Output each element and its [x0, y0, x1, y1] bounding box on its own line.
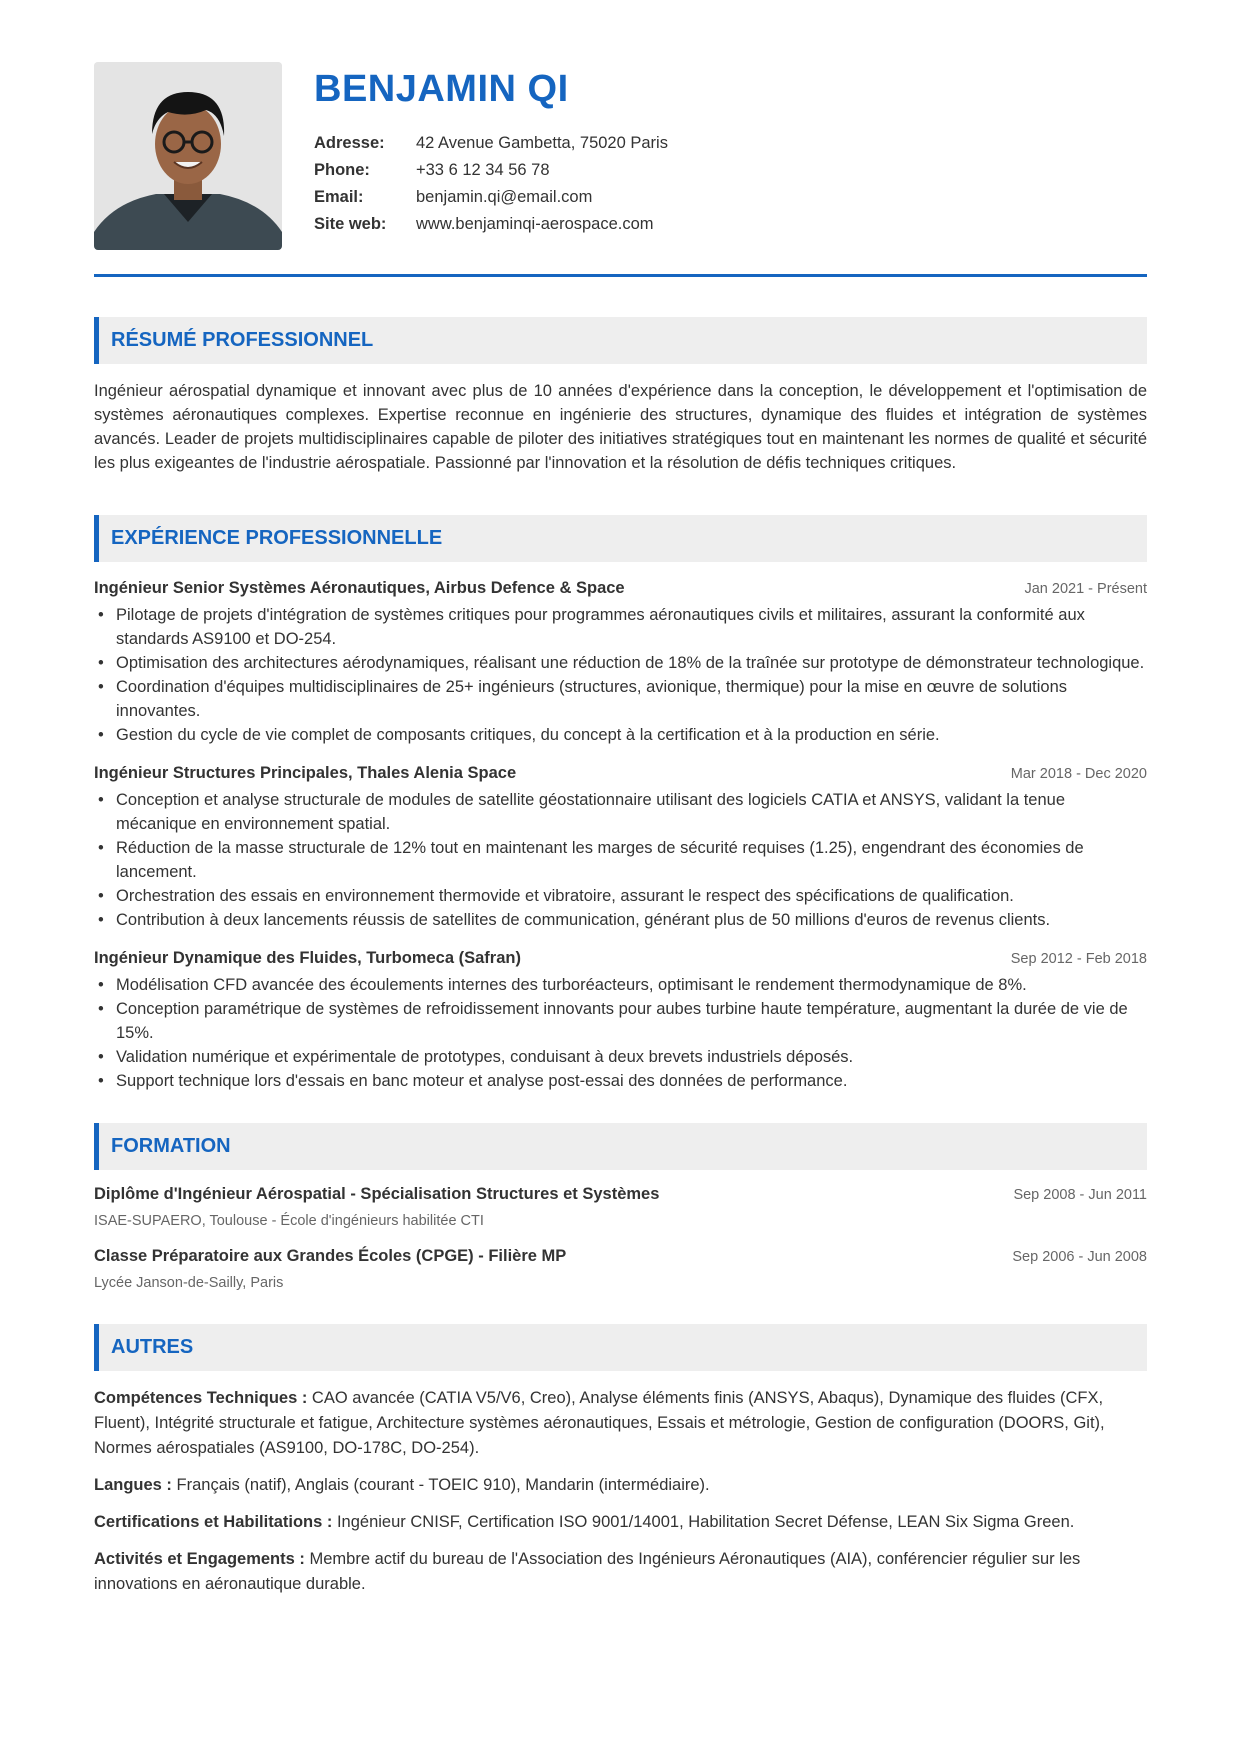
education-item	[94, 1244, 1147, 1294]
job-bullet: • Support technique lors d'essais en banc moteur et analyse post-essai des données de performance.	[94, 1069, 1147, 1093]
contact-row-website	[314, 211, 668, 238]
education-school: ISAE-SUPAERO, Toulouse - École d'ingénieurs habilitée CTI	[94, 1213, 484, 1229]
section-title-experience: EXPÉRIENCE PROFESSIONNELLE	[94, 515, 1147, 562]
job-bullet: • Conception paramétrique de systèmes de refroidissement innovants pour aubes turbine haute température, augmentant la durée de vie de 15%.	[94, 997, 1147, 1045]
contact-row-email	[314, 184, 668, 211]
education-header	[94, 1182, 1147, 1207]
education-title: Diplôme d'Ingénieur Aérospatial - Spécialisation Structures et Systèmes	[94, 1185, 660, 1203]
profile-photo-image	[94, 62, 282, 250]
job-title: Ingénieur Senior Systèmes Aéronautiques, Airbus Defence & Space	[94, 579, 625, 597]
other-text: Français (natif), Anglais (courant - TOEIC 910), Mandarin (intermédiaire).	[176, 1476, 710, 1494]
section-title-others: AUTRES	[94, 1324, 1147, 1371]
profile-photo	[94, 62, 282, 250]
candidate-name: BENJAMIN QI	[314, 68, 569, 110]
education-item	[94, 1182, 1147, 1232]
contact-row-phone	[314, 157, 668, 184]
section-title-summary: RÉSUMÉ PROFESSIONNEL	[94, 317, 1147, 364]
job-date: Jan 2021 - Présent	[1024, 581, 1147, 597]
job-bullet: • Conception et analyse structurale de modules de satellite géostationnaire utilisant des logiciels CATIA et ANSYS, validant la tenue mécanique en environnement spatial.	[94, 788, 1147, 836]
other-certifications	[94, 1510, 1147, 1535]
job-bullet: • Modélisation CFD avancée des écoulements internes des turboréacteurs, optimisant le rendement thermodynamique de 8%.	[94, 973, 1147, 997]
contact-value: www.benjaminqi-aerospace.com	[416, 215, 654, 233]
job-bullets	[94, 788, 1147, 932]
other-text: Ingénieur CNISF, Certification ISO 9001/14001, Habilitation Secret Défense, LEAN Six Sigma Green.	[336, 1513, 1075, 1531]
experience-item	[94, 576, 1147, 747]
contact-value: 42 Avenue Gambetta, 75020 Paris	[416, 134, 668, 152]
job-title: Ingénieur Dynamique des Fluides, Turbomeca (Safran)	[94, 949, 521, 967]
job-title: Ingénieur Structures Principales, Thales Alenia Space	[94, 764, 517, 782]
job-bullets	[94, 973, 1147, 1093]
job-bullets	[94, 603, 1147, 747]
contact-label: Phone:	[314, 161, 370, 179]
education-date: Sep 2008 - Jun 2011	[1013, 1187, 1147, 1203]
other-label: Compétences Techniques :	[94, 1389, 308, 1407]
job-bullet: • Réduction de la masse structurale de 12% tout en maintenant les marges de sécurité requises (1.25), engendrant des économies de lancement.	[94, 836, 1147, 884]
other-languages	[94, 1473, 1147, 1498]
resume-header	[94, 62, 1147, 250]
summary-text: Ingénieur aérospatial dynamique et innovant avec plus de 10 années d'expérience dans la conception, le développement et l'optimisation de systèmes aéronautiques complexes. Expertise reconnue en ingénierie des structures, dynamique des fluides et intégration de systèmes avancés. Leader de projets multidisciplinaires capable de piloter des initiatives stratégiques tout en maintenant les normes de qualité et sécurité les plus exigeantes de l'industrie aérospatiale. Passionné par l'innovation et la résolution de défis techniques critiques.	[94, 382, 1147, 472]
job-header	[94, 761, 1147, 786]
contact-value: +33 6 12 34 56 78	[416, 161, 550, 179]
other-label: Certifications et Habilitations :	[94, 1513, 333, 1531]
education-date: Sep 2006 - Jun 2008	[1012, 1249, 1147, 1265]
job-bullet: • Gestion du cycle de vie complet de composants critiques, du concept à la certification et à la production en série.	[94, 723, 1147, 747]
other-activities	[94, 1547, 1147, 1597]
job-date: Mar 2018 - Dec 2020	[1010, 766, 1147, 782]
section-title-education: FORMATION	[94, 1123, 1147, 1170]
contact-label: Adresse:	[314, 134, 385, 152]
other-text: CAO avancée (CATIA V5/V6, Creo), Analyse éléments finis (ANSYS, Abaqus), Dynamique des fluides (CFX, Fluent), Intégrité structurale et fatigue, Architecture systèmes aéronautiques, Essais et métrologie, Gestion de configuration (DOORS, Git), Normes aérospatiales (AS9100, DO-178C, DO-254).	[94, 1389, 1105, 1457]
experience-item	[94, 946, 1147, 1093]
contact-label: Email:	[314, 188, 364, 206]
other-label: Activités et Engagements :	[94, 1550, 305, 1568]
experience-item	[94, 761, 1147, 932]
header-info	[314, 62, 668, 238]
job-header	[94, 946, 1147, 971]
header-divider	[94, 274, 1147, 277]
other-skills	[94, 1386, 1147, 1461]
education-header	[94, 1244, 1147, 1269]
job-date: Sep 2012 - Feb 2018	[1010, 951, 1147, 967]
job-header	[94, 576, 1147, 601]
contact-row-address	[314, 130, 668, 157]
other-text: Membre actif du bureau de l'Association des Ingénieurs Aéronautiques (AIA), conférencier régulier sur les innovations en aéronautique durable.	[94, 1550, 1081, 1593]
job-bullet: • Validation numérique et expérimentale de prototypes, conduisant à deux brevets industriels déposés.	[94, 1045, 1147, 1069]
contact-label: Site web:	[314, 215, 387, 233]
other-label: Langues :	[94, 1476, 172, 1494]
job-bullet: • Pilotage de projets d'intégration de systèmes critiques pour programmes aéronautiques civils et militaires, assurant la conformité aux standards AS9100 et DO-254.	[94, 603, 1147, 651]
contact-value: benjamin.qi@email.com	[416, 188, 593, 206]
education-school: Lycée Janson-de-Sailly, Paris	[94, 1275, 284, 1291]
job-bullet: • Contribution à deux lancements réussis de satellites de communication, générant plus de 50 millions d'euros de revenus clients.	[94, 908, 1147, 932]
job-bullet: • Orchestration des essais en environnement thermovide et vibratoire, assurant le respect des spécifications de qualification.	[94, 884, 1147, 908]
job-bullet: • Coordination d'équipes multidisciplinaires de 25+ ingénieurs (structures, avionique, thermique) pour la mise en œuvre de solutions innovantes.	[94, 675, 1147, 723]
education-title: Classe Préparatoire aux Grandes Écoles (CPGE) - Filière MP	[94, 1247, 567, 1265]
job-bullet: • Optimisation des architectures aérodynamiques, réalisant une réduction de 18% de la traînée sur prototype de démonstrateur technologique.	[94, 651, 1147, 675]
